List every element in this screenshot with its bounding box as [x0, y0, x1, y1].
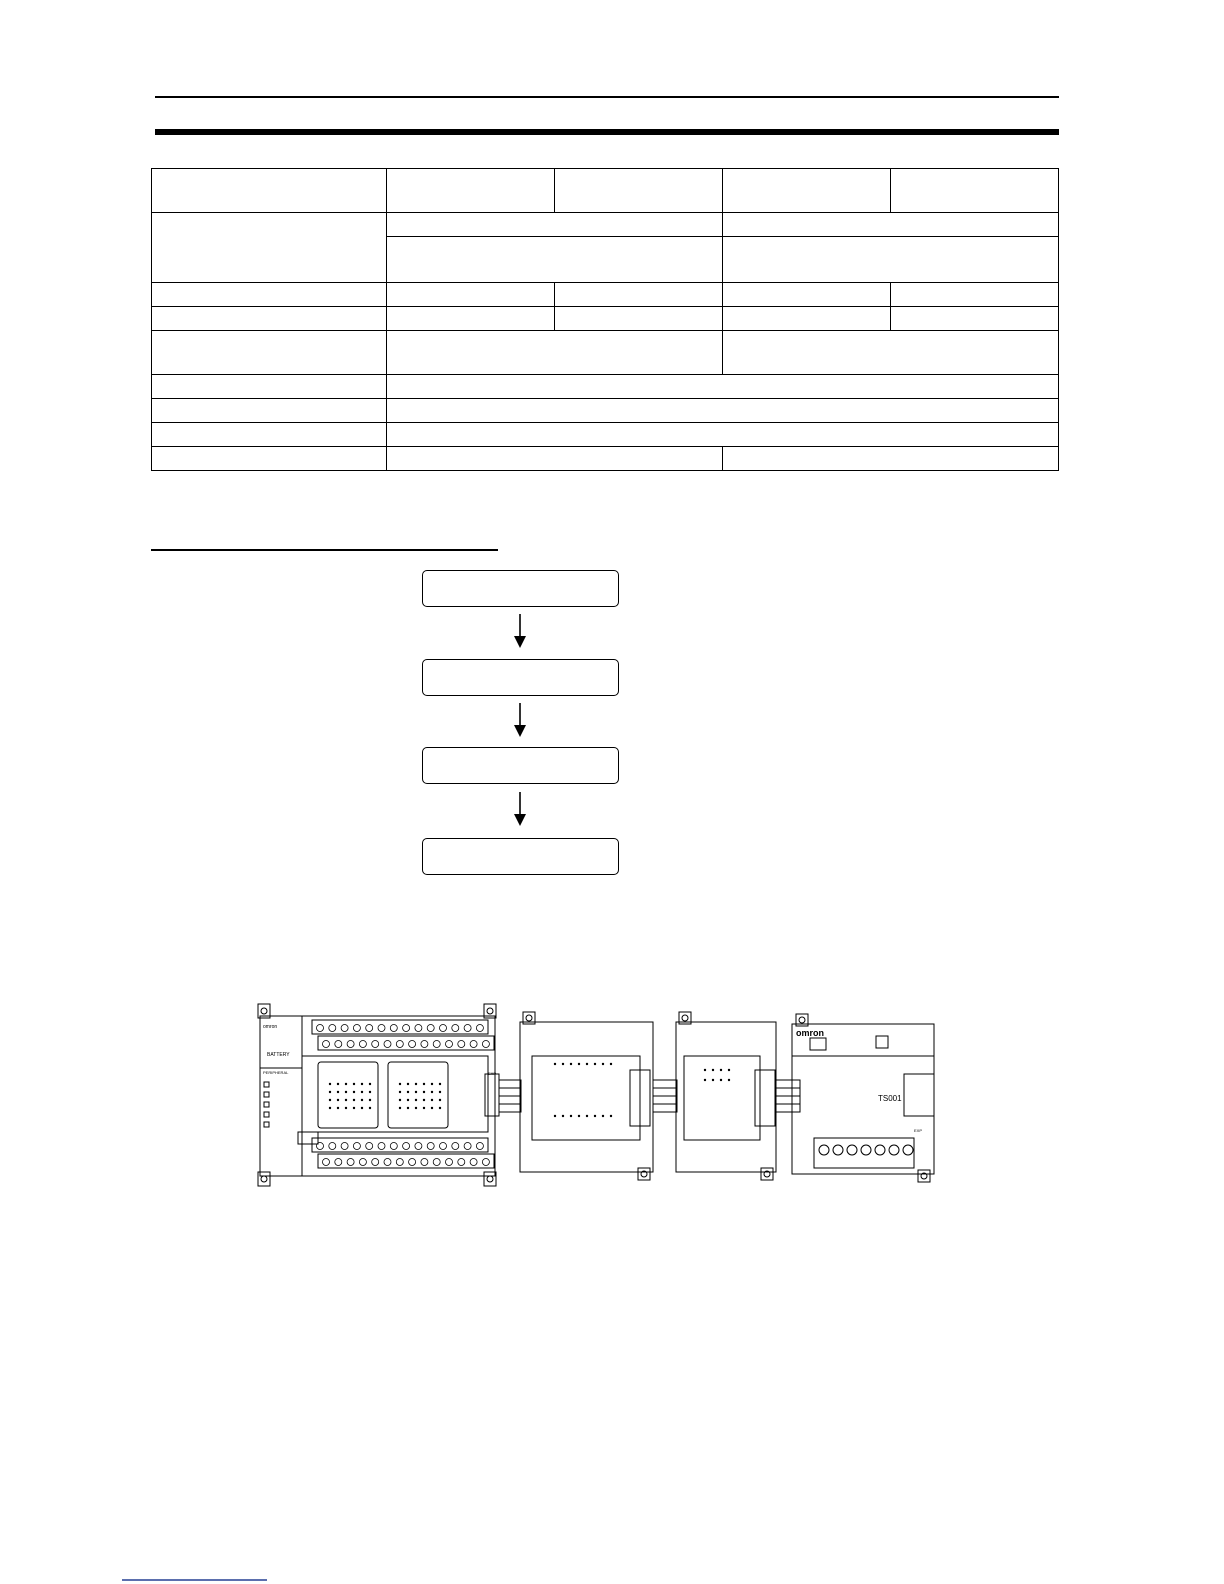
led-dot	[345, 1107, 347, 1109]
terminal-screw	[329, 1025, 336, 1032]
terminal-screw	[347, 1041, 354, 1048]
table-cell	[555, 169, 723, 213]
led-dot	[337, 1091, 339, 1093]
led-dot	[439, 1099, 441, 1101]
led-dot	[423, 1107, 425, 1109]
table-row	[152, 331, 1059, 375]
terminal-screw	[452, 1025, 459, 1032]
led-dot	[399, 1107, 401, 1109]
table-cell	[723, 237, 1059, 283]
terminal-screw	[396, 1041, 403, 1048]
terminal-screw	[341, 1025, 348, 1032]
terminal-screw	[421, 1159, 428, 1166]
cpu-port-label: PERIPHERAL	[263, 1070, 289, 1075]
led-dot	[704, 1069, 706, 1071]
cpu-brand-label: omron	[263, 1024, 278, 1030]
table-row	[152, 283, 1059, 307]
led-dot	[554, 1115, 556, 1117]
led-dot	[337, 1083, 339, 1085]
led-dot	[594, 1063, 596, 1065]
terminal-screw	[347, 1159, 354, 1166]
terminal-screw	[415, 1143, 422, 1150]
table-cell	[723, 447, 1059, 471]
led-dot	[570, 1063, 572, 1065]
led-dot	[423, 1091, 425, 1093]
terminal-screw	[470, 1041, 477, 1048]
led-dot	[570, 1115, 572, 1117]
table-cell	[152, 283, 387, 307]
table-cell	[723, 331, 1059, 375]
terminal-screw	[440, 1025, 447, 1032]
led-dot	[712, 1079, 714, 1081]
table-cell	[152, 169, 387, 213]
right-unit-exp-label: EXP	[914, 1128, 923, 1133]
terminal-screw	[452, 1143, 459, 1150]
expansion-unit-2	[676, 1012, 776, 1180]
led-dot	[720, 1069, 722, 1071]
terminal-screw	[323, 1159, 330, 1166]
led-dot	[423, 1099, 425, 1101]
terminal-screw	[372, 1041, 379, 1048]
led-dot	[728, 1069, 730, 1071]
down-arrow-icon	[513, 614, 527, 648]
table-cell	[387, 399, 1059, 423]
terminal-screw	[409, 1041, 416, 1048]
led-dot	[369, 1099, 371, 1101]
led-dot	[423, 1083, 425, 1085]
led-dot	[337, 1099, 339, 1101]
table-cell	[387, 375, 1059, 399]
terminal-screw	[396, 1159, 403, 1166]
terminal-screw	[433, 1159, 440, 1166]
led-dot	[353, 1107, 355, 1109]
terminal-screw	[390, 1025, 397, 1032]
header-rule-thin	[155, 96, 1059, 98]
terminal-screw	[446, 1041, 453, 1048]
table-cell	[723, 213, 1059, 237]
table-cell	[152, 399, 387, 423]
terminal-screw	[403, 1025, 410, 1032]
led-dot	[439, 1091, 441, 1093]
led-dot	[407, 1091, 409, 1093]
terminal-screw	[433, 1041, 440, 1048]
temperature-sensor-unit	[792, 1014, 934, 1182]
led-dot	[712, 1069, 714, 1071]
led-dot	[562, 1063, 564, 1065]
cpu-exp-label: EXP	[488, 1071, 497, 1076]
terminal-screw	[323, 1041, 330, 1048]
led-dot	[431, 1099, 433, 1101]
led-dot	[594, 1115, 596, 1117]
table-cell	[152, 447, 387, 471]
led-dot	[361, 1083, 363, 1085]
led-dot	[704, 1079, 706, 1081]
led-dot	[399, 1083, 401, 1085]
expansion-unit-1	[520, 1012, 653, 1180]
terminal-screw	[317, 1143, 324, 1150]
table-row	[152, 423, 1059, 447]
terminal-screw	[335, 1041, 342, 1048]
led-dot	[361, 1099, 363, 1101]
terminal-screw	[384, 1041, 391, 1048]
terminal-screw	[427, 1143, 434, 1150]
right-unit-model: TS001	[878, 1094, 902, 1103]
table-cell	[387, 447, 723, 471]
terminal-screw	[359, 1041, 366, 1048]
terminal-screw	[329, 1143, 336, 1150]
table-cell	[555, 307, 723, 331]
terminal-screw	[464, 1143, 471, 1150]
terminal-screw	[317, 1025, 324, 1032]
led-dot	[431, 1091, 433, 1093]
terminal-screw	[458, 1041, 465, 1048]
terminal-screw	[421, 1041, 428, 1048]
led-dot	[407, 1083, 409, 1085]
flowchart-step-3	[422, 747, 619, 784]
led-dot	[337, 1107, 339, 1109]
table-cell	[152, 307, 387, 331]
led-dot	[407, 1099, 409, 1101]
terminal-screw	[440, 1143, 447, 1150]
table-cell	[723, 283, 891, 307]
terminal-screw	[378, 1143, 385, 1150]
header-rule-thick	[155, 129, 1059, 135]
footer-link-rule	[122, 1579, 267, 1581]
terminal-screw	[476, 1025, 483, 1032]
terminal-screw	[390, 1143, 397, 1150]
led-dot	[369, 1083, 371, 1085]
down-arrow-icon	[513, 703, 527, 737]
table-header-row	[152, 169, 1059, 213]
terminal-screw	[359, 1159, 366, 1166]
led-dot	[610, 1115, 612, 1117]
terminal-screw	[372, 1159, 379, 1166]
flowchart-step-2	[422, 659, 619, 696]
table-cell	[387, 169, 555, 213]
terminal-screw	[366, 1025, 373, 1032]
terminal-screw	[458, 1159, 465, 1166]
terminal-screw	[353, 1025, 360, 1032]
table-cell	[387, 423, 1059, 447]
table-row	[152, 375, 1059, 399]
led-dot	[361, 1107, 363, 1109]
led-dot	[407, 1107, 409, 1109]
terminal-screw	[384, 1159, 391, 1166]
table-cell	[387, 283, 555, 307]
terminal-screw	[482, 1041, 489, 1048]
table-cell	[891, 169, 1059, 213]
table-cell	[387, 307, 555, 331]
table-cell	[387, 331, 723, 375]
right-unit-brand: omron	[796, 1028, 824, 1038]
led-dot	[586, 1115, 588, 1117]
table-cell	[891, 307, 1059, 331]
led-dot	[578, 1115, 580, 1117]
led-dot	[610, 1063, 612, 1065]
led-dot	[361, 1091, 363, 1093]
terminal-screw	[482, 1159, 489, 1166]
led-dot	[415, 1107, 417, 1109]
table-cell	[891, 283, 1059, 307]
led-dot	[415, 1091, 417, 1093]
plc-system-diagram	[250, 998, 950, 1194]
table-row	[152, 213, 1059, 237]
led-dot	[431, 1083, 433, 1085]
led-dot	[353, 1083, 355, 1085]
terminal-screw	[427, 1025, 434, 1032]
terminal-screw	[335, 1159, 342, 1166]
terminal-screw	[366, 1143, 373, 1150]
led-dot	[369, 1107, 371, 1109]
terminal-screw	[378, 1025, 385, 1032]
led-dot	[562, 1115, 564, 1117]
led-dot	[415, 1099, 417, 1101]
table-cell	[723, 307, 891, 331]
led-dot	[329, 1091, 331, 1093]
terminal-screw	[409, 1159, 416, 1166]
led-dot	[431, 1107, 433, 1109]
led-dot	[602, 1063, 604, 1065]
table-row	[152, 447, 1059, 471]
table-cell	[152, 213, 387, 283]
led-dot	[578, 1063, 580, 1065]
table-cell	[555, 283, 723, 307]
table-cell	[152, 423, 387, 447]
led-dot	[439, 1083, 441, 1085]
led-dot	[329, 1083, 331, 1085]
flowchart-step-1	[422, 570, 619, 607]
terminal-screw	[476, 1143, 483, 1150]
table-cell	[152, 375, 387, 399]
led-dot	[345, 1083, 347, 1085]
cpu-battery-label: BATTERY	[267, 1052, 290, 1058]
down-arrow-icon	[513, 792, 527, 826]
terminal-screw	[415, 1025, 422, 1032]
led-dot	[399, 1099, 401, 1101]
led-dot	[602, 1115, 604, 1117]
table-cell	[152, 331, 387, 375]
led-dot	[329, 1099, 331, 1101]
led-dot	[345, 1099, 347, 1101]
table-cell	[387, 213, 723, 237]
terminal-screw	[446, 1159, 453, 1166]
table-row	[152, 307, 1059, 331]
led-dot	[329, 1107, 331, 1109]
terminal-screw	[464, 1025, 471, 1032]
led-dot	[399, 1091, 401, 1093]
table-cell	[387, 237, 723, 283]
led-dot	[353, 1099, 355, 1101]
terminal-screw	[353, 1143, 360, 1150]
flowchart-step-4	[422, 838, 619, 875]
terminal-screw	[403, 1143, 410, 1150]
led-dot	[415, 1083, 417, 1085]
led-dot	[369, 1091, 371, 1093]
section-heading-underline	[151, 549, 498, 551]
table-cell	[723, 169, 891, 213]
led-dot	[554, 1063, 556, 1065]
led-dot	[439, 1107, 441, 1109]
terminal-screw	[470, 1159, 477, 1166]
led-dot	[728, 1079, 730, 1081]
led-dot	[345, 1091, 347, 1093]
led-dot	[586, 1063, 588, 1065]
led-dot	[353, 1091, 355, 1093]
spec-table	[151, 168, 1059, 471]
led-dot	[720, 1079, 722, 1081]
table-row	[152, 399, 1059, 423]
terminal-screw	[341, 1143, 348, 1150]
